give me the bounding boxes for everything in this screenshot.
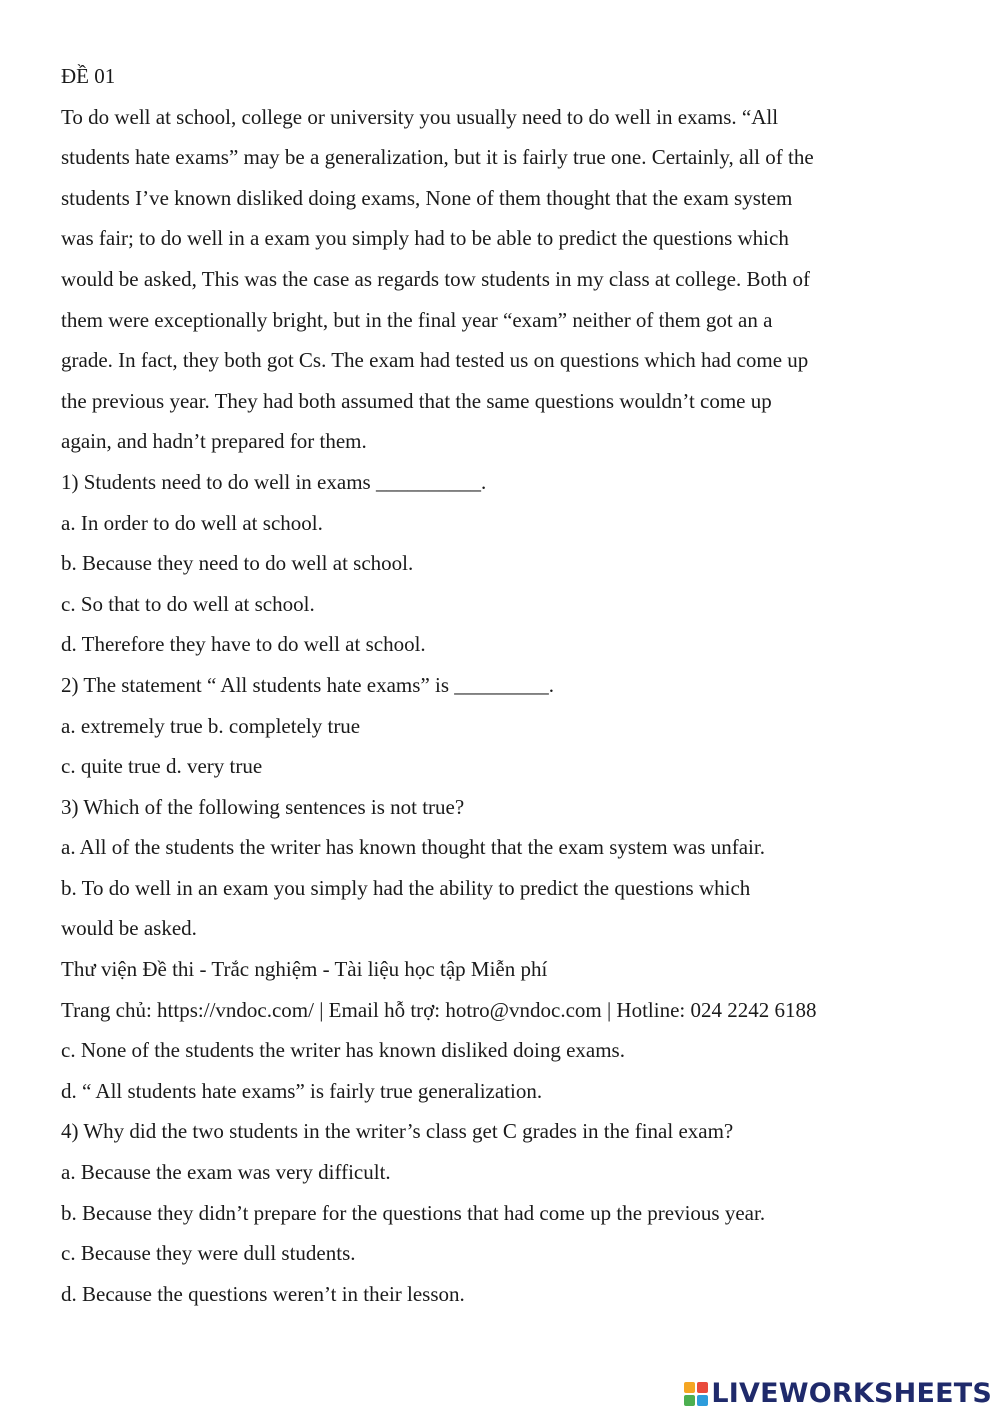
logo-tile [697,1395,708,1406]
question-text: 1) Students need to do well in exams __________. [61,469,487,494]
question-1 [61,462,941,665]
logo-tile [697,1382,708,1393]
reading-passage [61,97,941,462]
passage-line: To do well at school, college or university you usually need to do well in exams. “All [61,104,779,129]
document-title: ĐỀ 01 [61,64,116,88]
question-4 [61,1111,941,1314]
question-text: 2) The statement “ All students hate exams” is _________. [61,672,555,697]
answer-option: c. So that to do well at school. [61,591,315,616]
answer-option: a. All of the students the writer has known thought that the exam system was unfair. [61,835,765,860]
passage-line: grade. In fact, they both got Cs. The exam had tested us on questions which had come up [61,348,809,373]
answer-option: c. quite true d. very true [61,754,263,779]
page-footer [61,949,941,1030]
answer-option: d. “ All students hate exams” is fairly true generalization. [61,1078,543,1103]
question-2 [61,665,941,787]
answer-option: b. To do well in an exam you simply had the ability to predict the questions which [61,875,751,900]
answer-option: c. Because they were dull students. [61,1241,356,1266]
worksheet-page [61,56,941,1314]
passage-line: would be asked, This was the case as regards tow students in my class at college. Both of [61,266,811,291]
passage-line: the previous year. They had both assumed that the same questions wouldn’t come up [61,388,772,413]
question-text: 3) Which of the following sentences is not true? [61,794,465,819]
liveworksheets-logo-icon [684,1382,708,1406]
question-3 [61,787,941,949]
passage-line: again, and hadn’t prepared for them. [61,429,367,454]
passage-line: them were exceptionally bright, but in the final year “exam” neither of them got an a [61,307,773,332]
question-text: 4) Why did the two students in the writer’s class get C grades in the final exam? [61,1119,734,1144]
passage-line: students I’ve known disliked doing exams, None of them thought that the exam system [61,185,793,210]
footer-contact-text: Trang chủ: https://vndoc.com/ | Email hỗ trợ: hotro@vndoc.com | Hotline: 024 2242 6188 [61,997,817,1022]
logo-tile [684,1395,695,1406]
liveworksheets-logo[interactable] [684,1378,992,1409]
answer-option: d. Because the questions weren’t in their lesson. [61,1281,465,1306]
answer-option: a. In order to do well at school. [61,510,323,535]
logo-tile [684,1382,695,1393]
question-3-continued [61,1030,941,1111]
answer-option: b. Because they need to do well at school. [61,551,414,576]
answer-option: d. Therefore they have to do well at school. [61,632,426,657]
answer-option: c. None of the students the writer has known disliked doing exams. [61,1038,625,1063]
answer-option: a. extremely true b. completely true [61,713,361,738]
footer-library-text: Thư viện Đề thi - Trắc nghiệm - Tài liệu học tập Miễn phí [61,957,548,982]
answer-option: a. Because the exam was very difficult. [61,1160,391,1185]
answer-option: b. Because they didn’t prepare for the questions that had come up the previous year. [61,1200,766,1225]
passage-line: was fair; to do well in a exam you simply had to be able to predict the questions which [61,226,789,251]
logo-text: LIVEWORKSHEETS [711,1378,992,1409]
passage-line: students hate exams” may be a generalization, but it is fairly true one. Certainly, all of the [61,145,814,170]
answer-option: would be asked. [61,916,197,941]
